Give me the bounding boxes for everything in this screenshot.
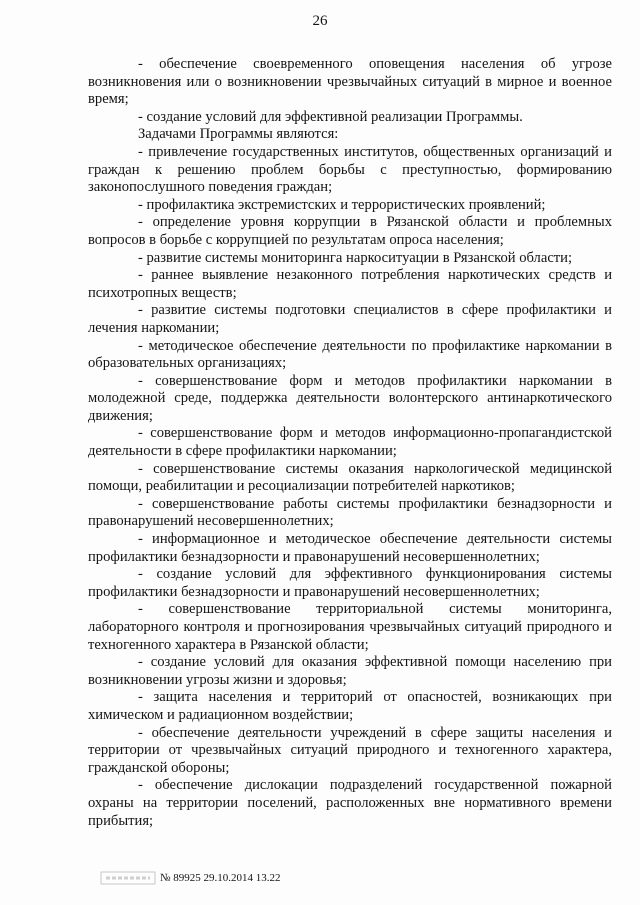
paragraph: - методическое обеспечение деятельности по профилактике наркомании в образовательных организациях; bbox=[88, 337, 612, 372]
paragraph: - создание условий для оказания эффективной помощи населению при возникновении угрозы жизни и здоровья; bbox=[88, 654, 612, 688]
paragraph: - создание условий для эффективного функционирования системы профилактики безнадзорности и правонарушений несовершеннолетних; bbox=[88, 566, 612, 600]
paragraph: - обеспечение дислокации подразделений государственной пожарной охраны на территории поселений, расположенных вне нормативного времени прибытия; bbox=[88, 777, 612, 829]
paragraph: - совершенствование территориальной системы мониторинга, лабораторного контроля и прогнозирования чрезвычайных ситуаций природного и техногенного характера в Рязанской области; bbox=[88, 601, 612, 653]
paragraph: - совершенствование системы оказания наркологической медицинской помощи, реабилитации и ресоциализации потребителей наркотиков; bbox=[88, 460, 612, 495]
paragraph: - обеспечение деятельности учреждений в сфере защиты населения и территории от чрезвычайных ситуаций природного и техногенного характера, гражданской обороны; bbox=[88, 724, 612, 776]
paragraph: - информационное и методическое обеспечение деятельности системы профилактики безнадзорности и правонарушений несовершеннолетних; bbox=[88, 531, 612, 565]
paragraph: - создание условий для эффективной реализации Программы. bbox=[138, 108, 523, 125]
paragraph: - привлечение государственных институтов, общественных организаций и граждан к решению проблем борьбы с преступностью, формированию законопослушного поведения граждан; bbox=[88, 143, 612, 196]
paragraph-heading: Задачами Программы являются: bbox=[138, 126, 339, 143]
paragraph: - раннее выявление незаконного потребления наркотических средств и психотропных веществ; bbox=[88, 267, 612, 301]
paragraph: - развитие системы мониторинга наркоситуации в Рязанской области; bbox=[138, 249, 573, 266]
faded-stamp-icon bbox=[100, 870, 156, 886]
paragraph: - определение уровня коррупции в Рязанской области и проблемных вопросов в борьбе с коррупцией по результатам опроса населения; bbox=[88, 214, 612, 248]
document-reference: № 89925 29.10.2014 13.22 bbox=[160, 872, 281, 884]
paragraph: - развитие системы подготовки специалистов в сфере профилактики и лечения наркомании; bbox=[88, 302, 612, 336]
paragraph: - совершенствование форм и методов информационно-пропагандистской деятельности в сфере профилактики наркомании; bbox=[88, 425, 612, 460]
document-footer bbox=[100, 868, 281, 888]
document-body bbox=[88, 56, 612, 830]
paragraph: - профилактика экстремистских и террористических проявлений; bbox=[138, 196, 546, 213]
paragraph: - совершенствование работы системы профилактики безнадзорности и правонарушений несовершеннолетних; bbox=[88, 495, 612, 530]
paragraph: - совершенствование форм и методов профилактики наркомании в молодежной среде, поддержка деятельности волонтерского антинаркотического движения; bbox=[88, 372, 612, 424]
page-number: 26 bbox=[312, 13, 328, 29]
paragraph: - защита населения и территорий от опасностей, возникающих при химическом и радиационном воздействии; bbox=[88, 689, 612, 723]
paragraph: - обеспечение своевременного оповещения населения об угрозе возникновения или о возникновении чрезвычайных ситуаций в мирное и военное время; bbox=[88, 56, 612, 108]
